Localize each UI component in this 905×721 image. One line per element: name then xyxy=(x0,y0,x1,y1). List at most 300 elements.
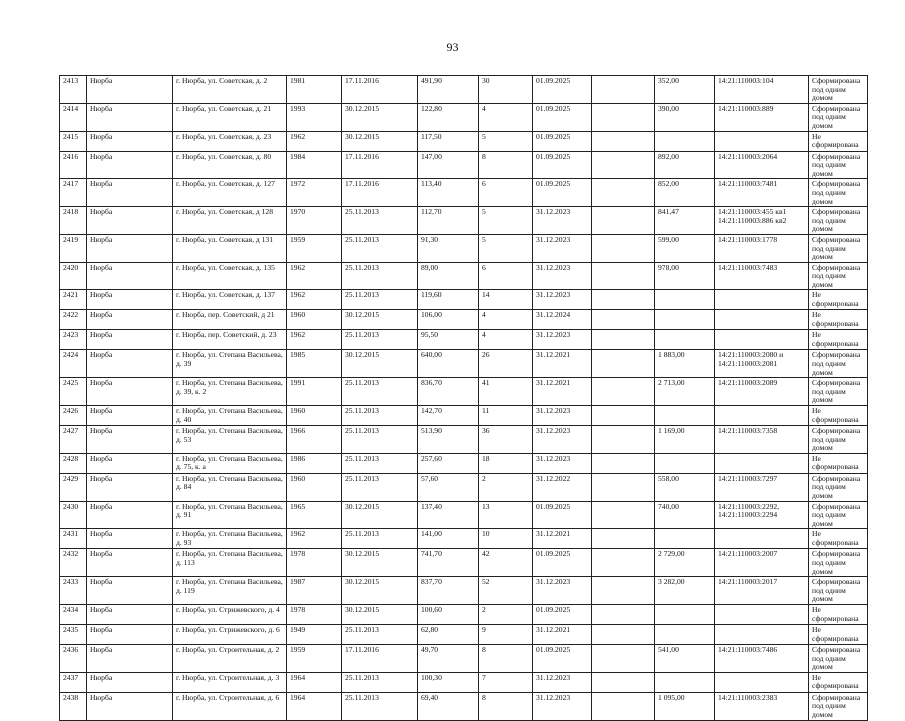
resettlement-date-cell: 31.12.2023 xyxy=(533,406,592,426)
locality-cell: Нюрба xyxy=(87,262,173,290)
address-cell: г. Нюрба, ул. Советская, д 131 xyxy=(173,234,287,262)
inspection-date-cell: 25.11.2013 xyxy=(342,406,418,426)
residents-cell: 5 xyxy=(479,234,533,262)
cadastral-number-cell: 14:21:110003:104 xyxy=(715,76,809,104)
residents-cell: 4 xyxy=(479,103,533,131)
page-number: 93 xyxy=(446,40,459,54)
area-cell: 112,70 xyxy=(418,207,479,235)
construction-year-cell: 1962 xyxy=(287,290,342,310)
locality-cell: Нюрба xyxy=(87,529,173,549)
area-cell: 741,70 xyxy=(418,549,479,577)
area-cell: 113,40 xyxy=(418,179,479,207)
empty-cell xyxy=(592,103,655,131)
land-status-cell: Не сформирована xyxy=(809,330,868,350)
table-row xyxy=(60,179,868,207)
locality-cell: Нюрба xyxy=(87,151,173,179)
address-cell: г. Нюрба, ул. Строительная, д. 3 xyxy=(173,672,287,692)
row-number-cell: 2419 xyxy=(60,234,87,262)
locality-cell: Нюрба xyxy=(87,604,173,624)
land-area-cell: 1 169,00 xyxy=(655,426,715,454)
empty-cell xyxy=(592,406,655,426)
table-row xyxy=(60,672,868,692)
table-row xyxy=(60,473,868,501)
land-area-cell: 1 883,00 xyxy=(655,350,715,378)
row-number-cell: 2424 xyxy=(60,350,87,378)
residents-cell: 10 xyxy=(479,529,533,549)
inspection-date-cell: 25.11.2013 xyxy=(342,207,418,235)
land-area-cell: 541,00 xyxy=(655,644,715,672)
address-cell: г. Нюрба, ул. Стрижевского, д. 6 xyxy=(173,624,287,644)
land-area-cell: 740,00 xyxy=(655,501,715,529)
locality-cell: Нюрба xyxy=(87,624,173,644)
table-row xyxy=(60,234,868,262)
area-cell: 106,00 xyxy=(418,310,479,330)
area-cell: 513,90 xyxy=(418,426,479,454)
land-area-cell: 852,00 xyxy=(655,179,715,207)
inspection-date-cell: 30.12.2015 xyxy=(342,350,418,378)
residents-cell: 4 xyxy=(479,310,533,330)
residents-cell: 36 xyxy=(479,426,533,454)
table-row xyxy=(60,151,868,179)
empty-cell xyxy=(592,76,655,104)
inspection-date-cell: 25.11.2013 xyxy=(342,473,418,501)
table-row xyxy=(60,529,868,549)
residents-cell: 42 xyxy=(479,549,533,577)
land-area-cell xyxy=(655,529,715,549)
table-row xyxy=(60,290,868,310)
resettlement-date-cell: 31.12.2023 xyxy=(533,577,592,605)
inspection-date-cell: 25.11.2013 xyxy=(342,692,418,720)
resettlement-date-cell: 31.12.2023 xyxy=(533,692,592,720)
empty-cell xyxy=(592,453,655,473)
cadastral-number-cell: 14:21:110003:2064 xyxy=(715,151,809,179)
inspection-date-cell: 30.12.2015 xyxy=(342,549,418,577)
row-number-cell: 2433 xyxy=(60,577,87,605)
empty-cell xyxy=(592,529,655,549)
address-cell: г. Нюрба, пер. Советский, д. 23 xyxy=(173,330,287,350)
land-status-cell: Не сформирована xyxy=(809,290,868,310)
address-cell: г. Нюрба, ул. Строительная, д. 6 xyxy=(173,692,287,720)
row-number-cell: 2422 xyxy=(60,310,87,330)
locality-cell: Нюрба xyxy=(87,310,173,330)
cadastral-number-cell xyxy=(715,131,809,151)
construction-year-cell: 1962 xyxy=(287,131,342,151)
area-cell: 257,60 xyxy=(418,453,479,473)
resettlement-date-cell: 31.12.2022 xyxy=(533,473,592,501)
empty-cell xyxy=(592,290,655,310)
empty-cell xyxy=(592,473,655,501)
address-cell: г. Нюрба, ул. Советская, д. 21 xyxy=(173,103,287,131)
locality-cell: Нюрба xyxy=(87,577,173,605)
row-number-cell: 2418 xyxy=(60,207,87,235)
table-row xyxy=(60,103,868,131)
construction-year-cell: 1978 xyxy=(287,604,342,624)
empty-cell xyxy=(592,234,655,262)
locality-cell: Нюрба xyxy=(87,692,173,720)
cadastral-number-cell: 14:21:110003:7483 xyxy=(715,262,809,290)
construction-year-cell: 1965 xyxy=(287,501,342,529)
land-status-cell: Сформирована под одним домом xyxy=(809,103,868,131)
area-cell: 91,30 xyxy=(418,234,479,262)
row-number-cell: 2413 xyxy=(60,76,87,104)
resettlement-date-cell: 31.12.2023 xyxy=(533,290,592,310)
row-number-cell: 2436 xyxy=(60,644,87,672)
table-row xyxy=(60,577,868,605)
address-cell: г. Нюрба, ул. Степана Васильева, д. 39, к. 2 xyxy=(173,378,287,406)
land-area-cell xyxy=(655,290,715,310)
land-area-cell: 352,00 xyxy=(655,76,715,104)
land-status-cell: Не сформирована xyxy=(809,453,868,473)
construction-year-cell: 1959 xyxy=(287,234,342,262)
address-cell: г. Нюрба, ул. Стрижевского, д. 4 xyxy=(173,604,287,624)
land-status-cell: Не сформирована xyxy=(809,131,868,151)
area-cell: 122,80 xyxy=(418,103,479,131)
locality-cell: Нюрба xyxy=(87,234,173,262)
construction-year-cell: 1962 xyxy=(287,330,342,350)
land-area-cell: 2 729,00 xyxy=(655,549,715,577)
resettlement-date-cell: 31.12.2021 xyxy=(533,378,592,406)
resettlement-date-cell: 01.09.2025 xyxy=(533,151,592,179)
inspection-date-cell: 17.11.2016 xyxy=(342,179,418,207)
land-status-cell: Сформирована под одним домом xyxy=(809,151,868,179)
address-cell: г. Нюрба, ул. Степана Васильева, д. 84 xyxy=(173,473,287,501)
row-number-cell: 2434 xyxy=(60,604,87,624)
table-row xyxy=(60,549,868,577)
table-row xyxy=(60,207,868,235)
address-cell: г. Нюрба, ул. Степана Васильева, д. 91 xyxy=(173,501,287,529)
cadastral-number-cell xyxy=(715,529,809,549)
empty-cell xyxy=(592,207,655,235)
cadastral-number-cell: 14:21:110003:7481 xyxy=(715,179,809,207)
inspection-date-cell: 25.11.2013 xyxy=(342,624,418,644)
inspection-date-cell: 30.12.2015 xyxy=(342,131,418,151)
area-cell: 837,70 xyxy=(418,577,479,605)
inspection-date-cell: 30.12.2015 xyxy=(342,103,418,131)
land-status-cell: Не сформирована xyxy=(809,624,868,644)
locality-cell: Нюрба xyxy=(87,350,173,378)
table-body xyxy=(60,76,868,721)
construction-year-cell: 1960 xyxy=(287,406,342,426)
land-status-cell: Сформирована под одним домом xyxy=(809,207,868,235)
address-cell: г. Нюрба, ул. Строительная, д. 2 xyxy=(173,644,287,672)
land-status-cell: Сформирована под одним домом xyxy=(809,426,868,454)
table-row xyxy=(60,692,868,720)
row-number-cell: 2426 xyxy=(60,406,87,426)
inspection-date-cell: 30.12.2015 xyxy=(342,501,418,529)
land-status-cell: Сформирована под одним домом xyxy=(809,76,868,104)
locality-cell: Нюрба xyxy=(87,549,173,577)
land-area-cell xyxy=(655,604,715,624)
resettlement-date-cell: 01.09.2025 xyxy=(533,76,592,104)
empty-cell xyxy=(592,426,655,454)
table-row xyxy=(60,501,868,529)
cadastral-number-cell: 14:21:110003:2007 xyxy=(715,549,809,577)
land-area-cell: 892,00 xyxy=(655,151,715,179)
locality-cell: Нюрба xyxy=(87,207,173,235)
inspection-date-cell: 25.11.2013 xyxy=(342,453,418,473)
area-cell: 100,30 xyxy=(418,672,479,692)
land-area-cell xyxy=(655,131,715,151)
empty-cell xyxy=(592,151,655,179)
locality-cell: Нюрба xyxy=(87,426,173,454)
locality-cell: Нюрба xyxy=(87,473,173,501)
area-cell: 141,00 xyxy=(418,529,479,549)
land-area-cell xyxy=(655,330,715,350)
resettlement-date-cell: 01.09.2025 xyxy=(533,131,592,151)
table-row xyxy=(60,131,868,151)
locality-cell: Нюрба xyxy=(87,644,173,672)
locality-cell: Нюрба xyxy=(87,453,173,473)
area-cell: 137,40 xyxy=(418,501,479,529)
address-cell: г. Нюрба, ул. Степана Васильева, д. 75, к. а xyxy=(173,453,287,473)
area-cell: 89,00 xyxy=(418,262,479,290)
cadastral-number-cell: 14:21:110003:2080 и 14:21:110003:2081 xyxy=(715,350,809,378)
row-number-cell: 2417 xyxy=(60,179,87,207)
residents-cell: 8 xyxy=(479,692,533,720)
address-cell: г. Нюрба, ул. Советская, д 128 xyxy=(173,207,287,235)
table-row xyxy=(60,310,868,330)
construction-year-cell: 1987 xyxy=(287,577,342,605)
cadastral-number-cell xyxy=(715,330,809,350)
table-row xyxy=(60,378,868,406)
residents-cell: 2 xyxy=(479,473,533,501)
row-number-cell: 2416 xyxy=(60,151,87,179)
resettlement-date-cell: 31.12.2021 xyxy=(533,350,592,378)
empty-cell xyxy=(592,330,655,350)
construction-year-cell: 1959 xyxy=(287,644,342,672)
row-number-cell: 2423 xyxy=(60,330,87,350)
locality-cell: Нюрба xyxy=(87,330,173,350)
land-area-cell: 3 282,00 xyxy=(655,577,715,605)
address-cell: г. Нюрба, ул. Советская, д. 80 xyxy=(173,151,287,179)
row-number-cell: 2421 xyxy=(60,290,87,310)
residents-cell: 6 xyxy=(479,179,533,207)
inspection-date-cell: 30.12.2015 xyxy=(342,577,418,605)
land-status-cell: Сформирована под одним домом xyxy=(809,549,868,577)
row-number-cell: 2425 xyxy=(60,378,87,406)
resettlement-date-cell: 01.09.2025 xyxy=(533,644,592,672)
row-number-cell: 2415 xyxy=(60,131,87,151)
empty-cell xyxy=(592,310,655,330)
residents-cell: 11 xyxy=(479,406,533,426)
land-area-cell xyxy=(655,406,715,426)
housing-registry-table xyxy=(59,75,868,721)
residents-cell: 26 xyxy=(479,350,533,378)
address-cell: г. Нюрба, ул. Советская, д. 127 xyxy=(173,179,287,207)
row-number-cell: 2420 xyxy=(60,262,87,290)
resettlement-date-cell: 31.12.2024 xyxy=(533,310,592,330)
land-status-cell: Не сформирована xyxy=(809,604,868,624)
inspection-date-cell: 17.11.2016 xyxy=(342,644,418,672)
area-cell: 69,40 xyxy=(418,692,479,720)
cadastral-number-cell xyxy=(715,310,809,330)
land-status-cell: Сформирована под одним домом xyxy=(809,234,868,262)
resettlement-date-cell: 01.09.2025 xyxy=(533,179,592,207)
cadastral-number-cell xyxy=(715,624,809,644)
table-row xyxy=(60,330,868,350)
residents-cell: 5 xyxy=(479,207,533,235)
land-area-cell xyxy=(655,672,715,692)
inspection-date-cell: 30.12.2015 xyxy=(342,310,418,330)
address-cell: г. Нюрба, ул. Степана Васильева, д. 53 xyxy=(173,426,287,454)
locality-cell: Нюрба xyxy=(87,179,173,207)
locality-cell: Нюрба xyxy=(87,103,173,131)
land-area-cell: 978,00 xyxy=(655,262,715,290)
residents-cell: 18 xyxy=(479,453,533,473)
construction-year-cell: 1962 xyxy=(287,529,342,549)
empty-cell xyxy=(592,604,655,624)
land-area-cell xyxy=(655,310,715,330)
address-cell: г. Нюрба, ул. Степана Васильева, д. 113 xyxy=(173,549,287,577)
construction-year-cell: 1962 xyxy=(287,262,342,290)
land-status-cell: Сформирована под одним домом xyxy=(809,692,868,720)
cadastral-number-cell xyxy=(715,406,809,426)
address-cell: г. Нюрба, ул. Советская, д. 23 xyxy=(173,131,287,151)
inspection-date-cell: 25.11.2013 xyxy=(342,234,418,262)
address-cell: г. Нюрба, ул. Степана Васильева, д. 40 xyxy=(173,406,287,426)
resettlement-date-cell: 31.12.2023 xyxy=(533,672,592,692)
empty-cell xyxy=(592,350,655,378)
address-cell: г. Нюрба, ул. Советская, д. 135 xyxy=(173,262,287,290)
table-row xyxy=(60,350,868,378)
locality-cell: Нюрба xyxy=(87,406,173,426)
cadastral-number-cell: 14:21:110003:1778 xyxy=(715,234,809,262)
inspection-date-cell: 25.11.2013 xyxy=(342,529,418,549)
land-area-cell xyxy=(655,624,715,644)
inspection-date-cell: 25.11.2013 xyxy=(342,290,418,310)
cadastral-number-cell: 14:21:110003:2292, 14:21:110003:2294 xyxy=(715,501,809,529)
construction-year-cell: 1984 xyxy=(287,151,342,179)
inspection-date-cell: 30.12.2015 xyxy=(342,604,418,624)
area-cell: 117,50 xyxy=(418,131,479,151)
locality-cell: Нюрба xyxy=(87,76,173,104)
inspection-date-cell: 25.11.2013 xyxy=(342,378,418,406)
table-row xyxy=(60,604,868,624)
land-status-cell: Сформирована под одним домом xyxy=(809,179,868,207)
empty-cell xyxy=(592,378,655,406)
resettlement-date-cell: 31.12.2023 xyxy=(533,426,592,454)
construction-year-cell: 1970 xyxy=(287,207,342,235)
area-cell: 57,60 xyxy=(418,473,479,501)
construction-year-cell: 1972 xyxy=(287,179,342,207)
address-cell: г. Нюрба, пер. Советский, д 21 xyxy=(173,310,287,330)
table-row xyxy=(60,453,868,473)
residents-cell: 6 xyxy=(479,262,533,290)
resettlement-date-cell: 31.12.2021 xyxy=(533,624,592,644)
construction-year-cell: 1985 xyxy=(287,350,342,378)
empty-cell xyxy=(592,577,655,605)
cadastral-number-cell: 14:21:110003:889 xyxy=(715,103,809,131)
cadastral-number-cell: 14:21:110003:2089 xyxy=(715,378,809,406)
residents-cell: 9 xyxy=(479,624,533,644)
row-number-cell: 2429 xyxy=(60,473,87,501)
area-cell: 147,00 xyxy=(418,151,479,179)
construction-year-cell: 1960 xyxy=(287,310,342,330)
inspection-date-cell: 25.11.2013 xyxy=(342,330,418,350)
area-cell: 62,80 xyxy=(418,624,479,644)
area-cell: 95,50 xyxy=(418,330,479,350)
residents-cell: 13 xyxy=(479,501,533,529)
land-area-cell: 841,47 xyxy=(655,207,715,235)
locality-cell: Нюрба xyxy=(87,378,173,406)
land-area-cell: 558,00 xyxy=(655,473,715,501)
table-row xyxy=(60,406,868,426)
land-area-cell xyxy=(655,453,715,473)
inspection-date-cell: 25.11.2013 xyxy=(342,672,418,692)
address-cell: г. Нюрба, ул. Степана Васильева, д. 39 xyxy=(173,350,287,378)
empty-cell xyxy=(592,644,655,672)
address-cell: г. Нюрба, ул. Степана Васильева, д. 119 xyxy=(173,577,287,605)
land-area-cell: 1 095,00 xyxy=(655,692,715,720)
empty-cell xyxy=(592,262,655,290)
resettlement-date-cell: 01.09.2025 xyxy=(533,549,592,577)
land-status-cell: Сформирована под одним домом xyxy=(809,262,868,290)
resettlement-date-cell: 31.12.2023 xyxy=(533,453,592,473)
construction-year-cell: 1993 xyxy=(287,103,342,131)
cadastral-number-cell xyxy=(715,453,809,473)
land-area-cell: 390,00 xyxy=(655,103,715,131)
residents-cell: 41 xyxy=(479,378,533,406)
construction-year-cell: 1986 xyxy=(287,453,342,473)
cadastral-number-cell xyxy=(715,604,809,624)
land-status-cell: Не сформирована xyxy=(809,672,868,692)
row-number-cell: 2435 xyxy=(60,624,87,644)
construction-year-cell: 1981 xyxy=(287,76,342,104)
resettlement-date-cell: 31.12.2023 xyxy=(533,262,592,290)
land-status-cell: Сформирована под одним домом xyxy=(809,350,868,378)
land-area-cell: 599,00 xyxy=(655,234,715,262)
land-status-cell: Не сформирована xyxy=(809,529,868,549)
construction-year-cell: 1991 xyxy=(287,378,342,406)
row-number-cell: 2427 xyxy=(60,426,87,454)
row-number-cell: 2432 xyxy=(60,549,87,577)
resettlement-date-cell: 31.12.2023 xyxy=(533,207,592,235)
resettlement-date-cell: 31.12.2021 xyxy=(533,529,592,549)
locality-cell: Нюрба xyxy=(87,131,173,151)
land-area-cell: 2 713,00 xyxy=(655,378,715,406)
empty-cell xyxy=(592,501,655,529)
inspection-date-cell: 17.11.2016 xyxy=(342,76,418,104)
residents-cell: 7 xyxy=(479,672,533,692)
resettlement-date-cell: 01.09.2025 xyxy=(533,103,592,131)
cadastral-number-cell: 14:21:110003:7358 xyxy=(715,426,809,454)
empty-cell xyxy=(592,672,655,692)
construction-year-cell: 1960 xyxy=(287,473,342,501)
row-number-cell: 2438 xyxy=(60,692,87,720)
empty-cell xyxy=(592,131,655,151)
address-cell: г. Нюрба, ул. Советская, д. 2 xyxy=(173,76,287,104)
construction-year-cell: 1966 xyxy=(287,426,342,454)
construction-year-cell: 1978 xyxy=(287,549,342,577)
residents-cell: 30 xyxy=(479,76,533,104)
row-number-cell: 2431 xyxy=(60,529,87,549)
table-row xyxy=(60,426,868,454)
table-row xyxy=(60,262,868,290)
land-status-cell: Сформирована под одним домом xyxy=(809,644,868,672)
land-status-cell: Сформирована под одним домом xyxy=(809,473,868,501)
resettlement-date-cell: 01.09.2025 xyxy=(533,501,592,529)
empty-cell xyxy=(592,549,655,577)
area-cell: 640,00 xyxy=(418,350,479,378)
area-cell: 491,90 xyxy=(418,76,479,104)
row-number-cell: 2437 xyxy=(60,672,87,692)
residents-cell: 8 xyxy=(479,151,533,179)
residents-cell: 14 xyxy=(479,290,533,310)
locality-cell: Нюрба xyxy=(87,672,173,692)
residents-cell: 5 xyxy=(479,131,533,151)
empty-cell xyxy=(592,179,655,207)
table-row xyxy=(60,624,868,644)
